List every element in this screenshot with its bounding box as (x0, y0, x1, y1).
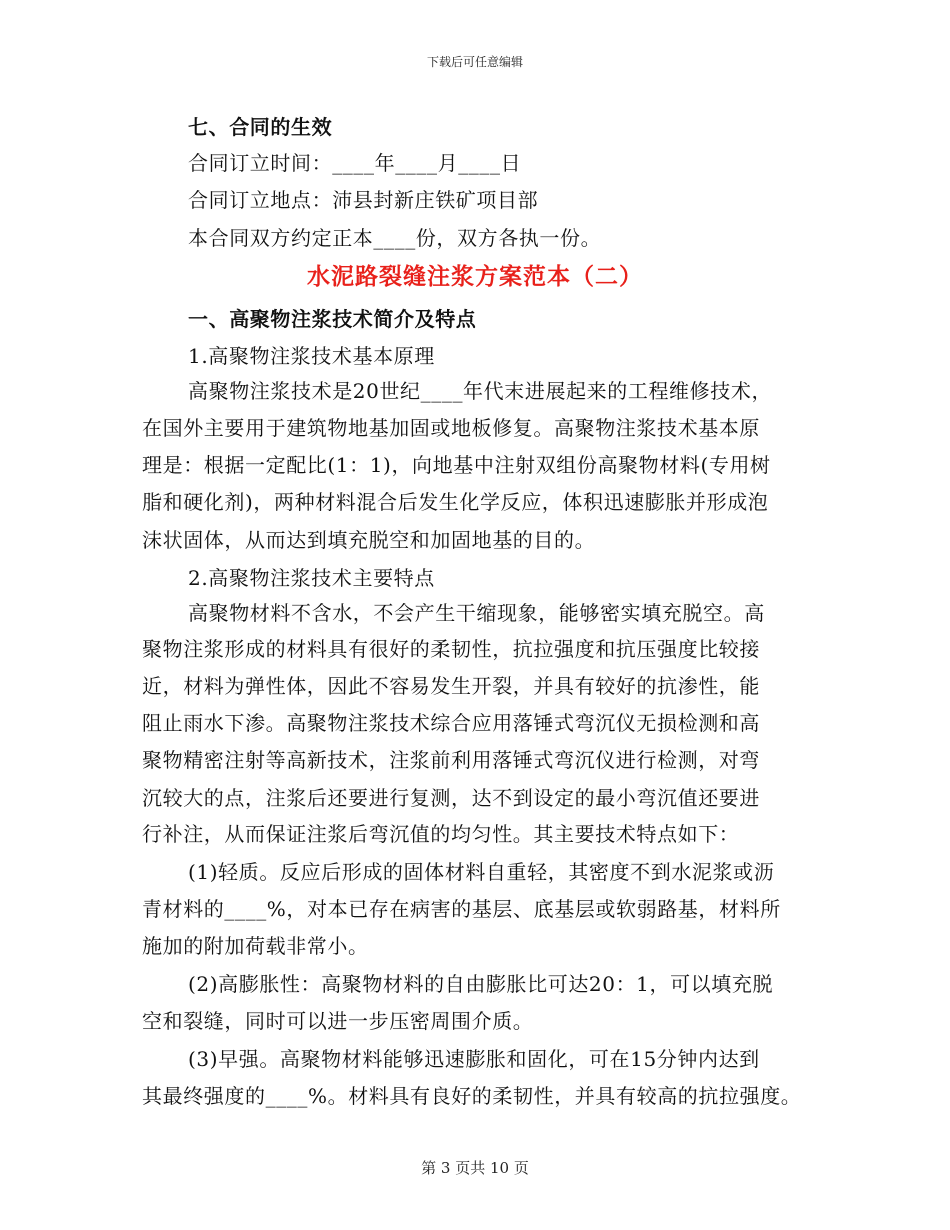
paragraph-line: 高聚物注浆技术是20世纪____年代末进展起来的工程维修技术， (188, 379, 773, 403)
page-footer: 第 3 页共 10 页 (421, 1159, 529, 1177)
paragraph-line: 近，材料为弹性体，因此不容易发生开裂，并具有较好的抗渗性，能 (142, 674, 760, 698)
paragraph-line: 其最终强度的____%。材料具有良好的柔韧性，并具有较高的抗拉强度。 (142, 1084, 802, 1108)
paragraph-line: 本合同双方约定正本____份，双方各执一份。 (188, 226, 602, 250)
paragraph-line: 空和裂缝，同时可以进一步压密周围介质。 (142, 1009, 534, 1033)
paragraph-line: 理是：根据一定配比(1：1)，向地基中注射双组份高聚物材料(专用树 (142, 453, 771, 477)
section-heading: 一、高聚物注浆技术简介及特点 (188, 307, 477, 331)
paragraph-line: 脂和硬化剂)，两种材料混合后发生化学反应，体积迅速膨胀并形成泡 (142, 490, 769, 514)
section-heading: 七、合同的生效 (188, 115, 333, 139)
paragraph-line: 阻止雨水下渗。高聚物注浆技术综合应用落锤式弯沉仪无损检测和高 (142, 711, 760, 735)
paragraph-line: 沉较大的点，注浆后还要进行复测，达不到设定的最小弯沉值还要进 (142, 786, 760, 810)
paragraph-line: 施加的附加荷载非常小。 (142, 934, 369, 958)
list-item: (1)轻质。反应后形成的固体材料自重轻，其密度不到水泥浆或沥 (188, 860, 775, 884)
paragraph-line: 聚物精密注射等高新技术，注浆前利用落锤式弯沉仪进行检测，对弯 (142, 748, 760, 772)
paragraph-line: 行补注，从而保证注浆后弯沉值的均匀性。其主要技术特点如下： (142, 822, 740, 846)
paragraph-line: 高聚物材料不含水，不会产生干缩现象，能够密实填充脱空。高 (188, 601, 765, 625)
page-header: 下载后可任意编辑 (426, 55, 523, 69)
paragraph-line: 青材料的____%，对本已存在病害的基层、底基层或软弱路基，材料所 (142, 897, 781, 921)
list-item: (2)高膨胀性：高聚物材料的自由膨胀比可达20：1，可以填充脱 (188, 972, 774, 996)
paragraph-line: 沫状固体，从而达到填充脱空和加固地基的目的。 (142, 528, 596, 552)
list-item: (3)早强。高聚物材料能够迅速膨胀和固化，可在15分钟内达到 (188, 1047, 760, 1071)
subsection-heading: 2.高聚物注浆技术主要特点 (188, 566, 435, 590)
paragraph-line: 合同订立地点：沛县封新庄铁矿项目部 (188, 188, 539, 212)
paragraph-line: 合同订立时间：____年____月____日 (188, 151, 522, 175)
paragraph-line: 在国外主要用于建筑物地基加固或地板修复。高聚物注浆技术基本原 (142, 416, 760, 440)
document-title: 水泥路裂缝注浆方案范本（二） (307, 263, 643, 290)
subsection-heading: 1.高聚物注浆技术基本原理 (188, 344, 435, 368)
paragraph-line: 聚物注浆形成的材料具有很好的柔韧性，抗拉强度和抗压强度比较接 (142, 637, 760, 661)
